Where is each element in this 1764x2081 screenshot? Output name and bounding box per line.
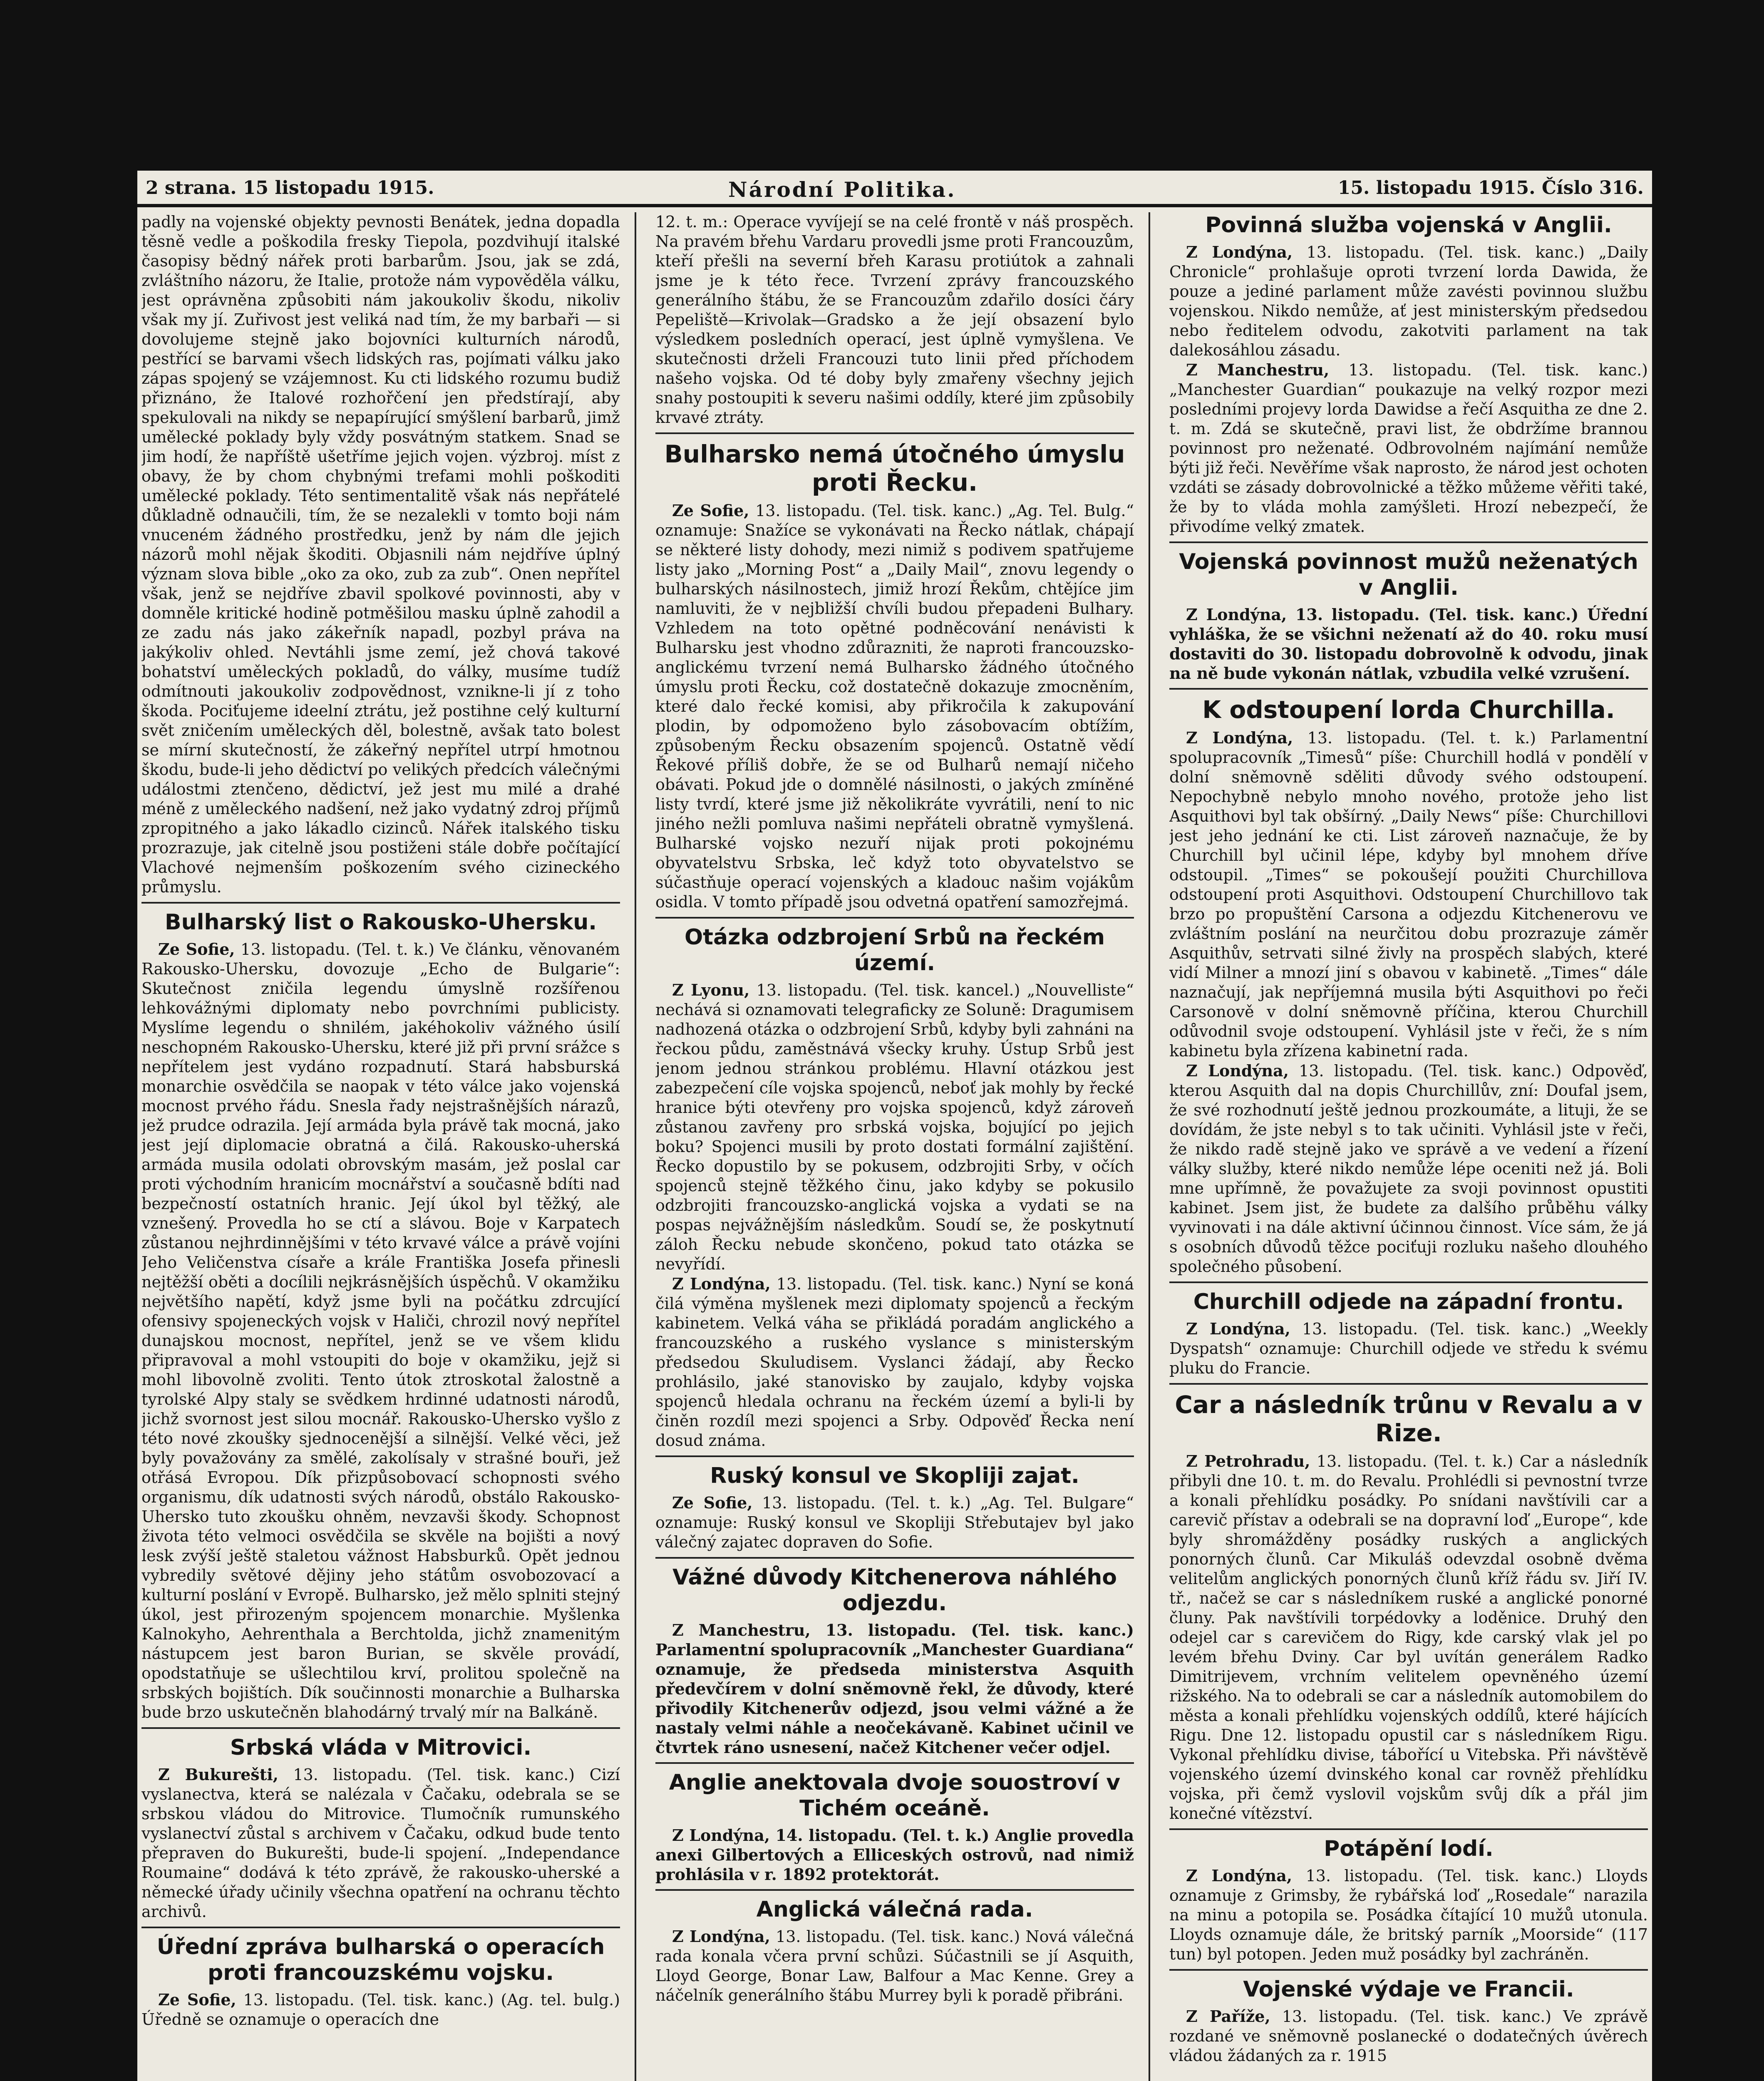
article-text (1169, 1319, 1648, 1378)
dateline: Z Londýna, (672, 1826, 770, 1845)
headline: Bulharský list o Rakousko-Uhersku. (164, 910, 597, 935)
article-text (655, 1825, 1134, 1884)
dateline: Z Londýna, (1186, 605, 1287, 624)
article-body: 13. listopadu. (Tel. tisk. kanc.) Odpověď, kterou Asquith dal na dopis Churchillův, zní: Doufal jsem, že své rozhodnutí ještě jednou prozkoumáte, a lituji, že se dovídám, že jste nebyl s to tak učiniti. Vyhlásil jste v řeči, že nikdo radě stejně jako ve správě a ve vedení a řízení války služby, které nikdo nemůže lépe oceniti než já. Boli mne upřímně, že považujete za svoji povinnost opustiti kabinet. Jsem jist, že budete za dalšího průběhu války vyvinovati i na dále aktivní účinnou činnost. Více sám, že já s osobních důvodů těžce pociťuji rozluku našeho dlouhého společného působení. (1169, 1062, 1648, 1276)
article-body: 13. listopadu. (Tel. tisk. kanc.) „Ag. Tel. Bulg.“ oznamuje: Snažíce se vykonávati na Řecko nátlak, chápají se některé listy dohody, mezi nimiž s podivem spatřujeme listy jako „Morning Post“ a „Daily Mail“, znovu legendy o bulharských násilnostech, jimiž hrozí Řekům, chtějíce jim namluviti, že v nejbližší chvíli budou přepadeni Bulhary. Vzhledem na toto opětné podněcování nenávisti k Bulharsku jest vhodno zdůrazniti, že naproti francouzsko-anglickému tvrzení nemá Bulharsko žádného útočného úmyslu proti Řecku, což dostatečně dokazuje zmocněním, které dalo řecké komisi, aby přikročila k zakupování plodin, by odpomoženo bylo zásobovacím obtížím, způsobeným Řecku obsazením spojenců. Ostatně vědí Řekové příliš dobře, že se od Bulharů nemají ničeho obávati. Pokud jde o domnělé násilnosti, o jakých zmíněné listy tvrdí, které jsme již několikráte vyvrátili, není to nic jiného nežli pomluva našimi nepřáteli obratně vymyšlená. Bulharské vojsko nezuří nijak proti pokojnému obyvatelstvu Srbska, leč když toto obyvatelstvo se súčastňuje operací vojenských a kladouc našim vojákům osidla. V tomto případě jsou odvetná opatření samozřejmá. (655, 502, 1134, 911)
headline: Churchill odjede na západní frontu. (1193, 1289, 1624, 1314)
divider (1169, 1281, 1648, 1283)
article-body: 13. listopadu. (Tel. t. k.) „Ag. Tel. Bulgare“ oznamuje: Ruský konsul ve Skopliji Střebutajev byl jako válečný zajatec dopraven do Sofie. (655, 1494, 1134, 1551)
dateline: Ze Sofie, (672, 501, 749, 520)
article-text (141, 1765, 620, 1922)
article-text (1169, 242, 1648, 360)
divider (1169, 541, 1648, 543)
article-body: 13. listopadu. (Tel. tisk. kanc.) Cizí vyslanectva, která se nalézala v Čačaku, odebrala se se srbskou vládou do Mitrovice. Tlumočník rumunského vyslanectví zůstal s archivem v Čačaku, odkud bude tento přepraven do Bukurešti, bude-li spojení. „Independance Roumaine“ dodává k této zprávě, že rakousko-uherské a německé úřady učinily všechna opatření na ochranu těchto archivů. (141, 1766, 620, 1921)
dateline: Z Petrohradu, (1186, 1452, 1310, 1470)
dateline: Z Bukurešti, (158, 1765, 278, 1784)
headline: Povinná služba vojenská v Anglii. (1205, 213, 1612, 238)
article-body: 13. listopadu. (Tel. tisk. kanc.) Lloyds oznamuje z Grimsby, že rybářská loď „Rosedale“ narazila na minu a potopila se. Posádka čítající 10 mužů utonula. Lloyds oznamuje dále, že britský parník „Moorside“ (117 tun) byl potopen. Jeden muž posádky byl zachráněn. (1169, 1867, 1648, 1963)
article-text (655, 1274, 1134, 1450)
headline: Car a následník trůnu v Revalu a v Rize. (1175, 1391, 1642, 1447)
article-text (1169, 605, 1648, 683)
dateline: Ze Sofie, (158, 1990, 236, 2009)
article-text (655, 501, 1134, 912)
dateline: Z Londýna, (1186, 1061, 1289, 1080)
divider (141, 1927, 620, 1928)
column-rule (1149, 212, 1150, 2081)
column-2 (655, 212, 1134, 2081)
article-text (1169, 1866, 1648, 1964)
dateline: Z Londýna, (672, 1927, 770, 1946)
article-text (655, 1927, 1134, 2005)
article-text (141, 939, 620, 1722)
dateline: Z Londýna, (1186, 728, 1293, 747)
dateline: Z Manchestru, (1186, 360, 1330, 379)
headline: Otázka odzbrojení Srbů na řeckém území. (684, 925, 1105, 976)
dateline: Z Londýna, (1186, 243, 1293, 261)
article-body: 13. listopadu. (Tel. tisk. kanc.) „Manchester Guardian“ poukazuje na velký rozpor mezi posledními projevy lorda Dawidse a řečí Asquitha ze dne 2. t. m. Zdá se skutečně, pravi list, že obdržíme brannou povinnost pro neženaté. Odbrovolném najímání nemůže býti již řeči. Nevěříme však naprosto, že národ jest ochoten vzdáti se zásady dobrovolnické a těžko můžeme věřiti také, že by to vláda mohla zamýšleti. Hrozí nebezpečí, že přivodíme velký zmatek. (1169, 361, 1648, 536)
dateline: Ze Sofie, (672, 1493, 753, 1512)
article-body: 13. listopadu. (Tel. tisk. kanc.) Nová válečná rada konala včera první schůzi. Súčastnili se jí Asquith, Lloyd George, Bonar Law, Balfour a Mac Kenne. Grey a náčelník generálního štábu Murrey byli k poradě přibráni. (655, 1927, 1134, 2004)
article-body: 13. listopadu. (Tel. t. k.) Ve článku, věnovaném Rakousko-Uhersku, dovozuje „Echo de Bulgarie“: Skutečnost zničila legendu úmyslně rozšířenou lehkovážnými diplomaty nebo povrchními publicisty. Myslíme legendu o shnilém, jakéhokoliv vážného úsilí neschopném Rakousko-Uhersku, které již při první srážce s nepřítelem jest vydáno rozpadnutí. Stará habsburská monarchie osvědčila se naopak v této válce jako vojenská mocnost prvého řádu. Snesla řady nejstrašnějších nárazů, jež prudce odrazila. Její armáda byla právě tak mocná, jako jest její diplomacie obratná a čilá. Rakousko-uherská armáda musila odolati obrovským masám, jež poslal car proti východním hranicím mocnářství a současně bdíti nad bezpečností ostatních hranic. Její úkol byl těžký, ale vznešený. Provedla ho se ctí a slávou. Boje v Karpatech zůstanou nejhrdinnějšími v této krvavé válce a právě vojíni Jeho Veličenstva císaře a krále Františka Josefa přinesli nejtěžší oběti a docílili nejkrásnějších úspěchů. V okamžiku největšího napětí, když jsme byli na počátku zdrcující ofensivy spojeneckých vojsk v Haliči, chrozil nový nepřítel dunajskou mocnost, nepřítel, jenž se ve všem klidu připravoval a mohl vstoupiti do boje v okamžiku, jejž si mohl libovolně zvoliti. Tento útok ztroskotal žalostně a tyrolské Alpy staly se svědkem hrdinné udatnosti národů, jichž svornost jest silou mocnář. Rakousko-Uhersko vyšlo z této nové zkoušky sjednocenější a silnější. Velké věci, jež byly považovány za smělé, zakolísaly v strašné bouři, jež otřásá Evropou. Dík přizpůsobovací schopnosti svého organismu, dík udatnosti svých národů, obstálo Rakousko-Uhersko tuto zkoušku ohněm, nevzavši škody. Schopnost života této velmoci osvědčila se skvěle na bojišti a nový lesk zvýší ještě staletou vážnost Habsburků. Opět jednou vybredily světové dějiny jeho státům osvobozovací a kulturní poslání v Evropě. Bulharsko, jež mělo splniti stejný úkol, jest přirozeným spojencem monarchie. Myšlenka Kalnokyho, Aehrenthala a Berchtolda, jichž znamenitým nástupcem jest baron Burian, se skvěle provádí, opodstatňuje se ušlechtilou krví, prolitou společně na srbských bojištích. Dík součinnosti monarchie a Bulharska bude brzo uskutečněn blahodárný trvalý mír na Balkáně. (141, 940, 620, 1721)
article-text (141, 1990, 620, 2029)
dateline: Z Paříže, (1186, 2007, 1270, 2026)
headline: Vážné důvody Kitchenerova náhlého odjezdu. (672, 1565, 1117, 1616)
page-date-left: 2 strana. 15 listopadu 1915. (146, 177, 434, 199)
article-text (1169, 1451, 1648, 1823)
divider (655, 1889, 1134, 1891)
dateline: Z Lyonu, (672, 981, 750, 999)
article-body: 14. listopadu. (Tel. t. k.) Anglie provedla anexi Gilbertových a Elliceských ostrovů, nad nimiž prohlásila v r. 1892 protektorát. (655, 1826, 1134, 1884)
newspaper-page (137, 171, 1652, 2081)
divider (655, 1762, 1134, 1764)
article-text (1169, 728, 1648, 1061)
article-text (1169, 1061, 1648, 1276)
divider (655, 1455, 1134, 1457)
article-text (1169, 2007, 1648, 2066)
article-text (1169, 360, 1648, 536)
article-text (655, 1620, 1134, 1757)
headline: Ruský konsul ve Skopliji zajat. (710, 1463, 1079, 1488)
column-3 (1169, 212, 1648, 2081)
headline: Anglie anektovala dvoje souostroví v Tichém oceáně. (669, 1770, 1121, 1821)
article-body: 13. listopadu. (Tel. t. k.) Parlamentní spolupracovník „Timesů“ píše: Churchill hodlá v pondělí v dolní sněmovně sděliti důvody svého odstoupení. Nepochybně nebylo mnoho nového, protože jeho list Asquithovi byl tak obšírný. „Daily News“ píše: Churchillovi jest jeho jednání ke cti. List zároveň naznačuje, že by Churchill byl učinil lépe, kdyby byl mnohem dříve odstoupil. „Times“ se pokoušejí použiti Churchillova odstoupení proti Asquithovi. Odstoupení Churchillovo tak brzo po propuštění Carsona a odjezdu Kitchenerovu ve zvláštním poslání na neurčitou dobu prozrazuje záměr Asquithův, setrvati silné živly na prospěch slabých, které vidí Milner a mnozí jiní s obavou v kabinetě. „Times“ dále naznačují, jak nepříjemná musila býti Asquithovi po řeči Carsonově v dolní sněmovně příčina, kterou Churchill odůvodnil svoje odstoupení. Vyhlásil jste v řeči, že s ním kabinetu byla zřízena kabinetní rada. (1169, 729, 1648, 1060)
article-body: 13. listopadu. (Tel. tisk. kanc.) Parlamentní spolupracovník „Manchester Guardiana“ oznamuje, že předseda ministerstva Asquith předevčírem v dolní sněmovně řekl, že důvody, které přivodily Kitchenerův odjezd, jsou velmi vážné a že nastaly velmi náhle a neočekávaně. Kabinet učinil ve čtvrtek ráno usnesení, načež Kitchener večer odjel. (655, 1621, 1134, 1757)
article-text: 12. t. m.: Operace vyvíjejí se na celé frontě v náš prospěch. Na pravém břehu Vardaru provedli jsme proti Francouzům, kteří přešli na severní břeh Karasu protiútok a zahnali jsme je k této řece. Tvrzení zprávy francouzského generálního štábu, že se Francouzům zdařilo dosíci čáry Pepeliště—Krivolak—Gradsko a že její obsazení bylo výsledkem posledních operací, jest úplně vymyšlena. Ve skutečnosti drželi Francouzi tuto linii před příchodem našeho vojska. Od té doby byly zmařeny všechny jejich snahy postoupiti k severu našimi oddíly, které jim způsobily krvavé ztráty. (655, 213, 1134, 427)
dateline: Z Londýna, (1186, 1319, 1290, 1338)
divider (1169, 1383, 1648, 1385)
newspaper-title: Národní Politika. (728, 177, 956, 202)
headline: Anglická válečná rada. (756, 1897, 1033, 1922)
article-body: 13. listopadu. (Tel. tisk. kanc.) Úřední vyhláška, že se všichni neženatí až do 40. roku musí dostaviti do 30. listopadu dobrovolně k odvodu, jinak na ně bude vykonán nátlak, vzbudila velké vzrušení. (1169, 605, 1648, 683)
headline: Úřední zpráva bulharská o operacích proti francouzskému vojsku. (156, 1934, 605, 1985)
divider (141, 902, 620, 904)
column-rule (635, 212, 636, 2081)
dateline: Z Londýna, (672, 1274, 771, 1293)
article-text (655, 980, 1134, 1274)
dateline: Ze Sofie, (158, 940, 235, 959)
article-body: 13. listopadu. (Tel. t. k.) Car a následník přibyli dne 10. t. m. do Revalu. Prohlédli si pevnostní tvrze a konali přehlídku posádky. Po snídani navštívili car a carevič přístav a odebrali se na dopravní loď „Europe“, kde byly shromážděny posádky ruských a anglických ponorných člunů. Car Mikuláš odevzdal osobně dvěma velitelům anglických ponorných člunů kříž řádu sv. Jiří IV. tř., načež se car s následníkem ruské a anglické ponorné čluny. Pak navštívili torpédovky a loděnice. Druhý den odejel car s carevičem do Rigy, kde carský vlak jel po levém břehu Dviny. Car byl uvítán generálem Radko Dimitrijevem, vrchním velitelem opevněného území rižského. Na to odebrali se car a následník automobilem do města a konali přehlídku vojenských oddílů, které hájících Rigu. Dne 12. listopadu opustil car s následníkem Rigu. Vykonal přehlídku divise, tábořící u Vitebska. Při návštěvě vojenského území dvinského konal car rovněž přehlídku vojska, při čemž vyslovil vojskům svůj dík a přál jim konečné vítězství. (1169, 1452, 1648, 1823)
masthead (137, 171, 1652, 207)
divider (1169, 1828, 1648, 1830)
article-text: padly na vojenské objekty pevnosti Benátek, jedna dopadla těsně vedle a poškodila fresky Tiepola, pozdvihují italské časopisy bědný nářek proti barbarům. Jsou, jak se zdá, zvláštního názoru, že Italie, protože nám vypověděla válku, jest oprávněna způsobiti nám jakoukoliv škodu, nikoliv však my jí. Zuřivost jest veliká nad tím, že my barbaři — si dovolujeme stejně jako bojovníci kulturních národů, pestřící se barvami všech lidských ras, pojímati válku jako zápas spojený se vzájemnost. Ku cti lidského rozumu budiž přiznáno, že Italové rozhořčení jen předstírají, aby spekulovali na nikdy se nepapírující smýšlení barbarů, jimž umělecké poklady byly vždy posvátným statkem. Snad se jim hodí, že napříště ušetříme jejich vojen. výzbroj. míst z obavy, že by chom chybnými trefami mohli poškoditi umělecké poklady. Této sentimentalitě však nás nepřátelé důkladně odnaučili, tím, že se nezalekli v tomto boji nám vnuceném žádného prostředku, jenž by nám dle jejich názorů mohl nějak škoditi. Objasnili nám nejdříve úplný význam slova bible „oko za oko, zub za zub“. Onen nepřítel však, jenž se nejdříve zbavil spolkové povinnosti, aby v domněle kritické hodině potměšilou masku úplně zahodil a ze zadu nás jako zákeřník napadl, pozbyl práva na jakýkoliv ohled. Nevtáhli jsme zemí, jež chová takové bohatství uměleckých pokladů, do války, musíme tudíž odmítnouti jakoukoliv zodpovědnost, vznikne-li jí z toho škoda. Pociťujeme ideelní ztrátu, jež postihne celý kulturní svět zničením uměleckých děl, bolestně, avšak tato bolest se mírní skutečností, že zákeřný nepřítel utrpí hmotnou škodu, bude-li jeho dědictví po velikých předcích válečnými událostmi ztenčeno, dědictví, jež jest mu milé a drahé méně z uměleckého nadšení, než jako vydatný zdroj příjmů zpropitného a jako lákadlo cizinců. Nářek italského tisku prozrazuje, jak citelně jsou postiženi stále dobře počítající Vlachové nejmenším poškozením svého cizineckého průmyslu. (141, 213, 620, 896)
divider (655, 917, 1134, 919)
article-body: 13. listopadu. (Tel. tisk. kanc.) Ve zprávě rozdané ve sněmovně poslanecké o dodatečných úvěrech vládou žádaných za r. 1915 (1169, 2007, 1648, 2065)
divider (655, 432, 1134, 434)
dateline: Z Manchestru, (672, 1621, 811, 1639)
headline: Vojenská povinnost mužů neženatých v Anglii. (1179, 549, 1638, 600)
dateline: Z Londýna, (1186, 1866, 1293, 1885)
article-body: 13. listopadu. (Tel. tisk. kanc.) Nyní se koná čilá výměna myšlenek mezi diplomaty spojenců a řeckým kabinetem. Velká váha se přikládá poradám anglického a francouzského a ruského vyslance s ministerským předsedou Skuludisem. Vyslanci žádají, aby Řecko prohlásilo, jaké stanovisko by zaujalo, kdyby vojska spojenců hledala ochranu na řeckém území a byli-li by činěn rozdíl mezi spojenci a Srby. Odpověď Řecka není dosud známa. (655, 1275, 1134, 1450)
article-body: 13. listopadu. (Tel. tisk. kanc.) „Daily Chronicle“ prohlašuje oproti tvrzení lorda Dawida, že pouze a jediné parlament může zavésti povinnou službu vojenskou. Nikdo nemůže, ať jest ministerským předsedou nebo ředitelem odvodu, zakotviti parlament na tak dalekosáhlou zásadu. (1169, 243, 1648, 359)
issue-number: 15. listopadu 1915. Číslo 316. (1337, 177, 1644, 199)
headline: Bulharsko nemá útočného úmyslu proti Řecku. (664, 440, 1125, 497)
article-body: 13. listopadu. (Tel. tisk. kanc.) „Weekly Dyspatsh“ oznamuje: Churchill odjede ve středu k svému pluku do Francie. (1169, 1320, 1648, 1377)
article-text (655, 1493, 1134, 1552)
headline: K odstoupení lorda Churchilla. (1202, 695, 1615, 724)
divider (1169, 1969, 1648, 1971)
column-1 (141, 212, 620, 2081)
divider (655, 1557, 1134, 1559)
divider (141, 1727, 620, 1729)
headline: Srbská vláda v Mitrovici. (230, 1735, 532, 1760)
headline: Vojenské výdaje ve Francii. (1243, 1977, 1574, 2002)
headline: Potápění lodí. (1324, 1836, 1494, 1861)
divider (1169, 688, 1648, 690)
article-body: 13. listopadu. (Tel. tisk. kancel.) „Nouvelliste“ nechává si oznamovati telegraficky ze Soluně: Dragumisem nadhozená otázka o odzbrojení Srbů, kdyby byli zahnáni na řeckou půdu, zaměstnává všecky kruhy. Ústup Srbů jest jenom jednou stránkou problému. Hlavní otázkou jest zabezpečení cíle vojska spojenců, neboť jak mohly by řecké hranice býti otevřeny pro vojska spojenců, když zároveň zůstanou zavřeny pro srbská vojska, bojující po jejich boku? Spojenci musili by proto dostati formální zajištění. Řecko dopustilo by se pokusem, odzbrojiti Srby, v očích spojenců stejně těžkého činu, jako kdyby se pokusilo odzbrojiti francouzsko-anglická vojska a vydati se na pospas nejvážnějším následkům. Soudí se, že poskytnutí záloh Řecku nebude skončeno, pokud tato otázka se nevyřídí. (655, 981, 1134, 1273)
article-body: 13. listopadu. (Tel. tisk. kanc.) (Ag. tel. bulg.) Úředně se oznamuje o operacích dne (141, 1991, 620, 2029)
